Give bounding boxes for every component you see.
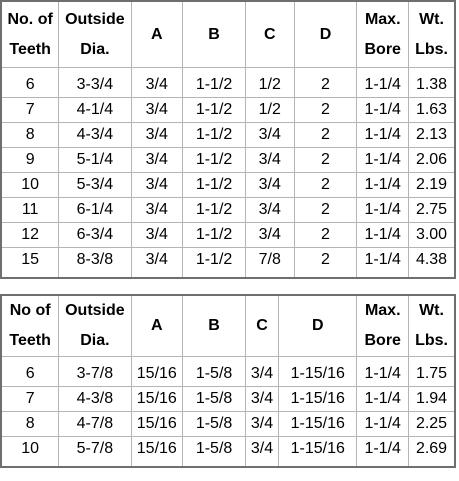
- table-cell: 1-5/8: [183, 437, 246, 468]
- table-cell: 3/4: [246, 357, 279, 387]
- column-header: [294, 1, 357, 68]
- table-cell: 4-3/8: [59, 387, 131, 412]
- table-cell: 3/4: [246, 123, 294, 148]
- table-cell: 1-15/16: [279, 437, 357, 468]
- column-header-line: No of: [9, 302, 51, 319]
- table-cell: 2.69: [409, 437, 455, 468]
- header-row: [1, 295, 455, 357]
- table-cell: 3.00: [409, 223, 455, 248]
- table-cell: 5-1/4: [59, 148, 131, 173]
- table-cell: 3/4: [131, 248, 183, 279]
- table-cell: 1-1/2: [183, 148, 246, 173]
- table-cell: 1-15/16: [279, 412, 357, 437]
- table-row: [1, 412, 455, 437]
- table-cell: 2.75: [409, 198, 455, 223]
- table-cell: 8-3/8: [59, 248, 131, 279]
- table-cell: 5-7/8: [59, 437, 131, 468]
- table-row: [1, 68, 455, 98]
- column-header: [279, 295, 357, 357]
- table-cell: 3/4: [246, 148, 294, 173]
- table-row: [1, 98, 455, 123]
- table-row: [1, 173, 455, 198]
- table-cell: 3/4: [246, 198, 294, 223]
- column-header-line: Bore: [364, 40, 401, 58]
- column-header-line: Max.: [364, 302, 401, 319]
- table-cell: 15/16: [131, 357, 183, 387]
- table-cell: 15/16: [131, 412, 183, 437]
- table-cell: 5-3/4: [59, 173, 131, 198]
- table-cell: 1-1/4: [357, 98, 409, 123]
- table-cell: 1-1/4: [357, 248, 409, 279]
- column-header: [409, 295, 455, 357]
- table-cell: 2.06: [409, 148, 455, 173]
- column-header-line: Lbs.: [415, 332, 448, 349]
- table-cell: 1.63: [409, 98, 455, 123]
- table-cell: 3/4: [246, 437, 279, 468]
- column-header: [1, 1, 59, 68]
- table-cell: 1-15/16: [279, 387, 357, 412]
- table-cell: 4.38: [409, 248, 455, 279]
- table-cell: 7/8: [246, 248, 294, 279]
- table-cell: 1-5/8: [183, 387, 246, 412]
- column-header-line: Teeth: [9, 40, 51, 58]
- table-cell: 6: [1, 357, 59, 387]
- column-header-line: Bore: [364, 332, 401, 349]
- table-cell: 1-1/4: [357, 387, 409, 412]
- table-cell: 10: [1, 173, 59, 198]
- table-cell: 12: [1, 223, 59, 248]
- table-row: [1, 387, 455, 412]
- table-cell: 1/2: [246, 98, 294, 123]
- table-body: [1, 68, 455, 279]
- column-header-line: A: [151, 25, 163, 43]
- table-cell: 3/4: [131, 198, 183, 223]
- table-cell: 1-1/2: [183, 173, 246, 198]
- table-row: [1, 357, 455, 387]
- column-header-line: Outside: [65, 10, 125, 28]
- column-header-line: Max.: [364, 10, 401, 28]
- table-cell: 2: [294, 248, 357, 279]
- table-cell: 1-1/4: [357, 412, 409, 437]
- column-header-line: B: [208, 317, 220, 334]
- table-row: [1, 223, 455, 248]
- table-cell: 3/4: [246, 173, 294, 198]
- table-cell: 1-1/4: [357, 68, 409, 98]
- table-cell: 1-1/2: [183, 248, 246, 279]
- table-cell: 2: [294, 98, 357, 123]
- table-row: [1, 123, 455, 148]
- table-cell: 3/4: [131, 223, 183, 248]
- table-cell: 7: [1, 387, 59, 412]
- column-header: [409, 1, 455, 68]
- table-cell: 2.19: [409, 173, 455, 198]
- column-header-line: Dia.: [80, 332, 110, 349]
- column-header-line: Dia.: [80, 40, 110, 58]
- table-cell: 1-1/2: [183, 98, 246, 123]
- table-cell: 1-15/16: [279, 357, 357, 387]
- column-header: [183, 1, 246, 68]
- column-header-line: C: [263, 25, 276, 43]
- table-cell: 1-1/2: [183, 123, 246, 148]
- table-cell: 2: [294, 148, 357, 173]
- column-header-line: Wt.: [419, 302, 444, 319]
- column-header-line: Lbs.: [415, 40, 448, 58]
- column-header-line: No. of: [7, 10, 53, 28]
- table-row: [1, 248, 455, 279]
- column-header: [246, 1, 294, 68]
- table-row: [1, 148, 455, 173]
- table-cell: 15/16: [131, 437, 183, 468]
- table-cell: 4-7/8: [59, 412, 131, 437]
- table-cell: 1-1/2: [183, 223, 246, 248]
- table-cell: 11: [1, 198, 59, 223]
- table-cell: 3/4: [246, 412, 279, 437]
- table-cell: 1/2: [246, 68, 294, 98]
- table-cell: 3/4: [131, 148, 183, 173]
- column-header: [131, 295, 183, 357]
- column-header-line: Teeth: [9, 332, 51, 349]
- table-cell: 3/4: [131, 98, 183, 123]
- table-cell: 15: [1, 248, 59, 279]
- table-cell: 4-3/4: [59, 123, 131, 148]
- header-row: [1, 1, 455, 68]
- table-row: [1, 437, 455, 468]
- table-cell: 3/4: [246, 223, 294, 248]
- column-header-line: B: [208, 25, 220, 43]
- table-cell: 1-1/2: [183, 198, 246, 223]
- table-cell: 2.13: [409, 123, 455, 148]
- table-cell: 1-5/8: [183, 412, 246, 437]
- table-cell: 1-5/8: [183, 357, 246, 387]
- column-header: [246, 295, 279, 357]
- table-cell: 8: [1, 412, 59, 437]
- table-cell: 3/4: [131, 123, 183, 148]
- table-body: [1, 357, 455, 468]
- table-cell: 3/4: [131, 173, 183, 198]
- table-cell: 3/4: [246, 387, 279, 412]
- table-cell: 2: [294, 68, 357, 98]
- table-cell: 2.25: [409, 412, 455, 437]
- table-cell: 6-3/4: [59, 223, 131, 248]
- table-cell: 3-7/8: [59, 357, 131, 387]
- table-cell: 2: [294, 223, 357, 248]
- column-header-line: Wt.: [419, 10, 444, 28]
- column-header: [59, 1, 131, 68]
- table-cell: 1.38: [409, 68, 455, 98]
- table-cell: 2: [294, 173, 357, 198]
- column-header: [357, 1, 409, 68]
- column-header-line: A: [151, 317, 163, 334]
- table-cell: 6: [1, 68, 59, 98]
- column-header-line: D: [311, 317, 324, 334]
- table-cell: 8: [1, 123, 59, 148]
- table-cell: 1-1/4: [357, 198, 409, 223]
- table-cell: 3/4: [131, 68, 183, 98]
- column-header: [131, 1, 183, 68]
- table-cell: 9: [1, 148, 59, 173]
- table-cell: 1.75: [409, 357, 455, 387]
- column-header: [59, 295, 131, 357]
- table-cell: 7: [1, 98, 59, 123]
- table-cell: 3-3/4: [59, 68, 131, 98]
- table-cell: 4-1/4: [59, 98, 131, 123]
- table-cell: 10: [1, 437, 59, 468]
- table-cell: 1-1/4: [357, 357, 409, 387]
- table-cell: 2: [294, 198, 357, 223]
- table-cell: 1-1/4: [357, 437, 409, 468]
- table-row: [1, 198, 455, 223]
- table-cell: 1.94: [409, 387, 455, 412]
- table-cell: 2: [294, 123, 357, 148]
- table-cell: 15/16: [131, 387, 183, 412]
- column-header-line: Outside: [65, 302, 125, 319]
- table-cell: 1-1/2: [183, 68, 246, 98]
- column-header-line: D: [319, 25, 332, 43]
- table-cell: 6-1/4: [59, 198, 131, 223]
- column-header-line: C: [256, 317, 268, 334]
- table-cell: 1-1/4: [357, 173, 409, 198]
- sprocket-spec-table-2: [0, 294, 456, 468]
- table-cell: 1-1/4: [357, 223, 409, 248]
- column-header: [357, 295, 409, 357]
- table-cell: 1-1/4: [357, 148, 409, 173]
- column-header: [183, 295, 246, 357]
- column-header: [1, 295, 59, 357]
- table-cell: 1-1/4: [357, 123, 409, 148]
